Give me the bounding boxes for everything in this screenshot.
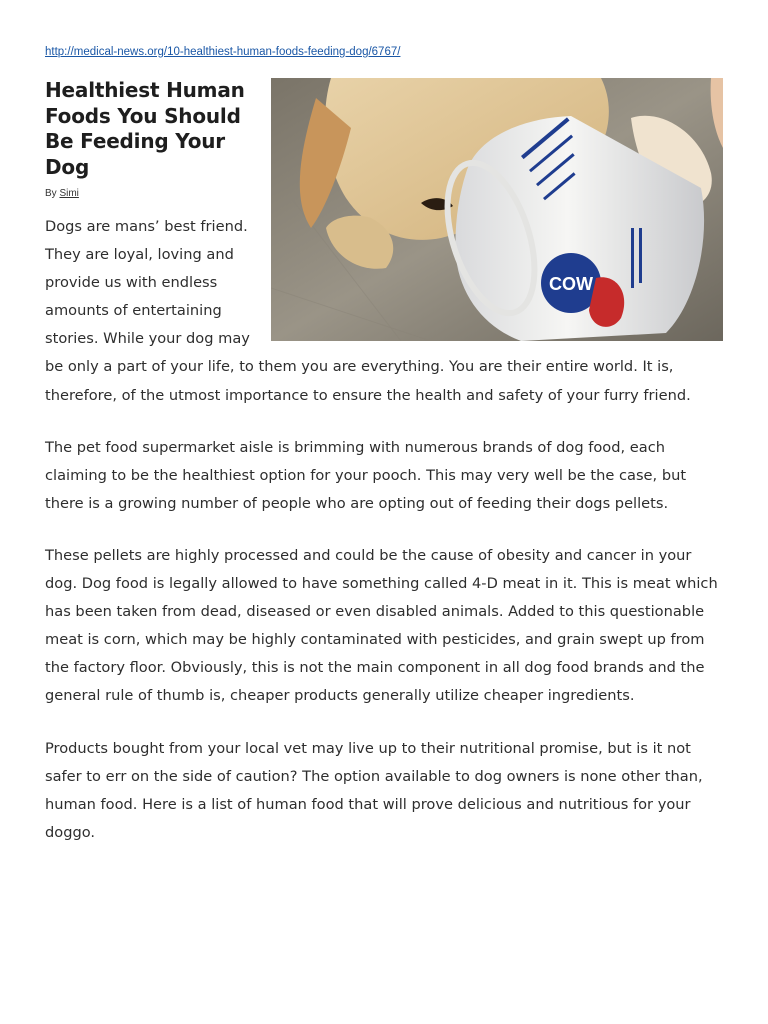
author-link[interactable]: Simi [59, 188, 79, 199]
article-paragraph-3: These pellets are highly processed and could be the cause of obesity and cancer in your dog. Dog food is legally allowed to have something called 4-D meat in it. This is meat which has been taken from dead, diseased or even disabled animals. Added to this questionable meat is corn, which may be highly contaminated with pesticides, and grain swept up from the factory floor. Obviously, this is not the main component in all dog food brands and the general rule of thumb is, cheaper products generally utilize cheaper ingredients. [45, 546, 718, 705]
byline-prefix: By [45, 188, 57, 199]
article-paragraph-1: Dogs are mans’ best friend. They are loyal, loving and provide us with endless amounts of entertaining stories. While your dog may be only a part of your life, to them you are everything. You are their entire world. It is, therefore, of the utmost importance to ensure the health and safety of your furry friend. [45, 218, 691, 404]
article-paragraph-4: Products bought from your local vet may live up to their nutritional promise, but is it not safer to err on the side of caution? The option available to dog owners is none other than, human food. Here is a list of human food that will prove delicious and nutritious for your doggo. [45, 739, 703, 841]
article-hero-image [271, 78, 723, 341]
article-paragraph-2: The pet food supermarket aisle is brimming with numerous brands of dog food, each claiming to be the healthiest option for your pooch. This may very well be the case, but there is a growing number of people who are opting out of feeding their dogs pellets. [45, 438, 687, 512]
article-title: Healthiest Human Foods You Should Be Feeding Your Dog [45, 78, 245, 179]
cup-label-text: COW [549, 274, 593, 294]
source-url-link[interactable]: http://medical-news.org/10-healthiest-human-foods-feeding-dog/6767/ [45, 46, 401, 58]
article [45, 78, 723, 847]
